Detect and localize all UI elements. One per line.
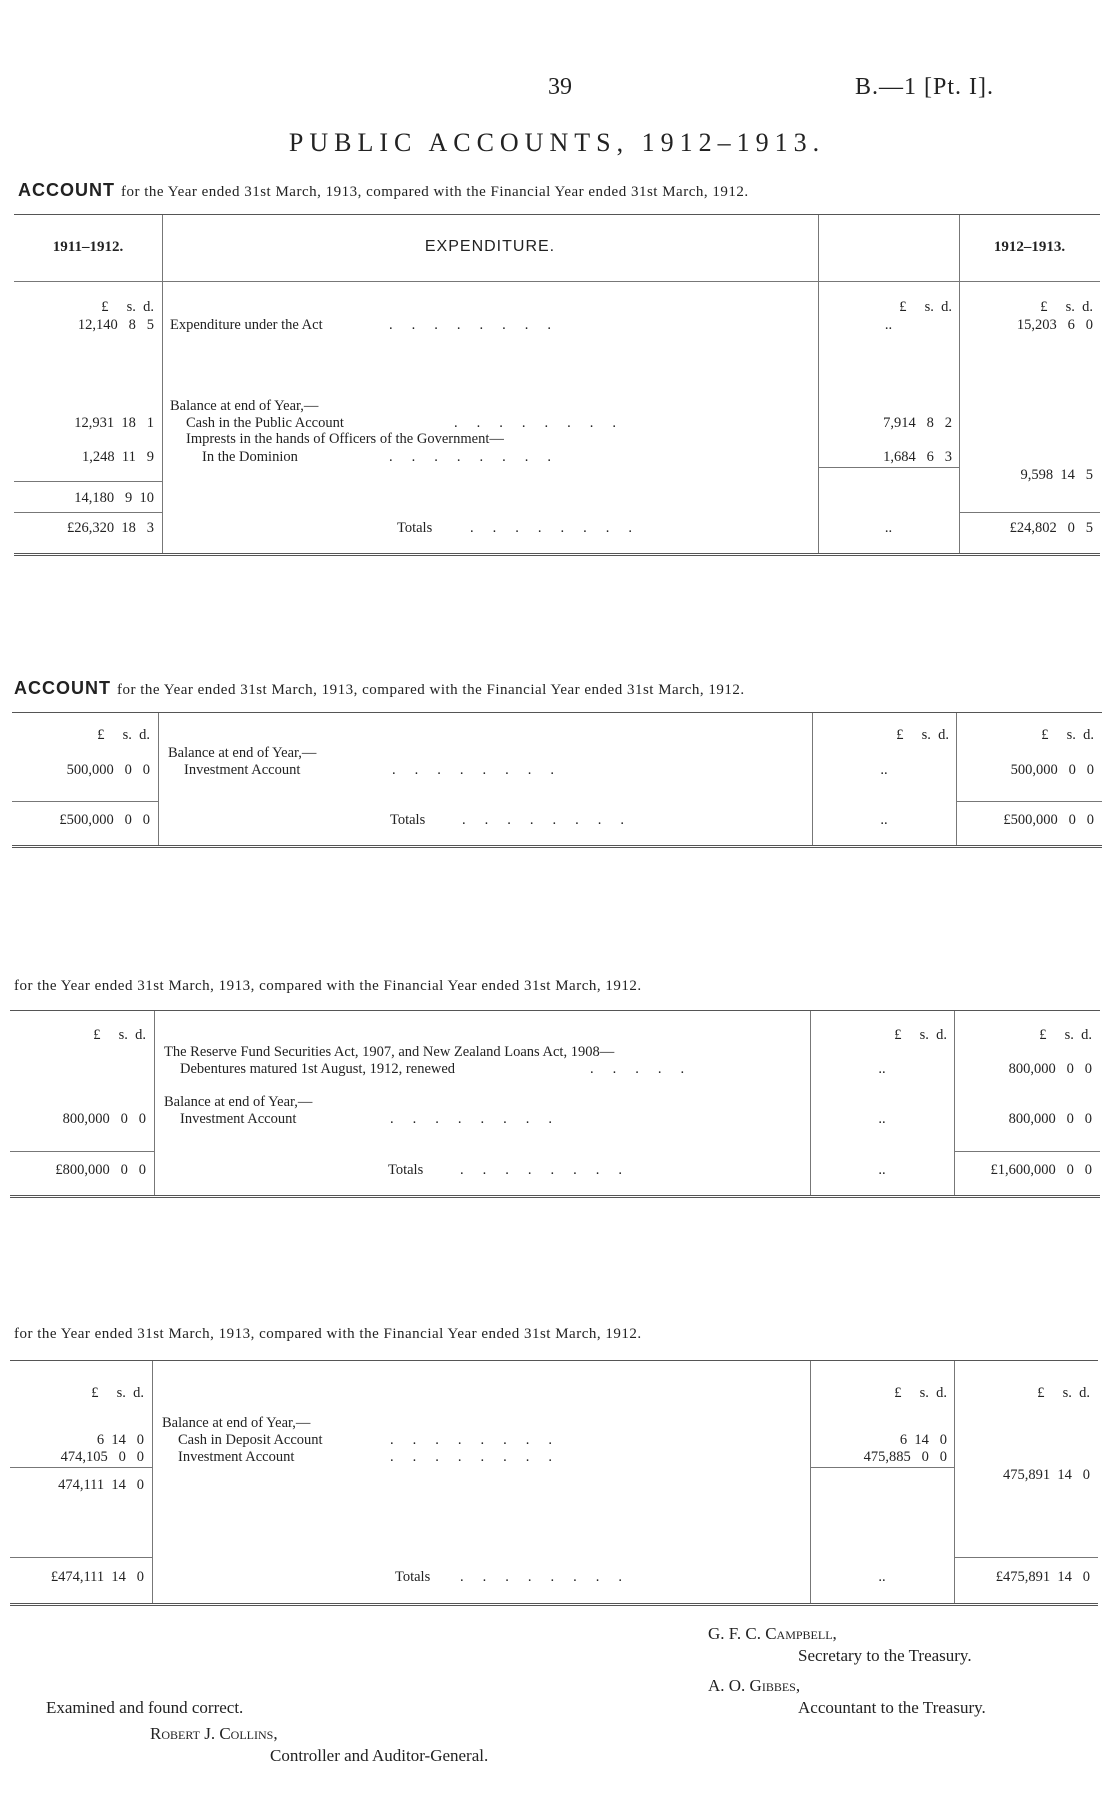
investment-mid: .. — [880, 762, 888, 778]
totals-label: Totals — [395, 1569, 431, 1585]
debentures-1912: 800,000 0 0 — [1008, 1061, 1092, 1077]
investment-1912: 500,000 0 0 — [1010, 762, 1094, 778]
expenditure-1911: 12,140 8 5 — [77, 317, 154, 333]
document-reference: B.—1 [Pt. I]. — [855, 74, 994, 100]
investment-1911: 474,105 0 0 — [60, 1449, 144, 1465]
col-head-1911: 1911–1912. — [52, 239, 124, 255]
cash-1911: 12,931 18 1 — [74, 415, 154, 431]
total-mid: .. — [880, 812, 888, 828]
currency-right: £ s. d. — [1039, 1027, 1092, 1043]
examined-statement: Examined and found correct. — [46, 1698, 244, 1717]
gibbes-title: Accountant to the Treasury. — [798, 1698, 986, 1717]
investment-label: Investment Account — [184, 762, 301, 778]
balance-label: Balance at end of Year,— — [170, 398, 319, 414]
balance-1912: 475,891 14 0 — [1003, 1467, 1090, 1483]
leader-dots: ........ — [389, 449, 570, 465]
imprests-label: Imprests in the hands of Officers of the Government— — [186, 431, 504, 447]
section-1-heading: ACCOUNT for the Year ended 31st March, 1913, compared with the Financial Year ended 31st March, 1912. — [18, 180, 749, 200]
page-number: 39 — [548, 74, 572, 100]
debentures-mid: .. — [878, 1061, 886, 1077]
total-1912: £1,600,000 0 0 — [990, 1162, 1092, 1178]
investment-1911: 800,000 0 0 — [62, 1111, 146, 1127]
leader-dots: ........ — [460, 1162, 641, 1178]
investment-mid: .. — [878, 1111, 886, 1127]
campbell-title: Secretary to the Treasury. — [798, 1646, 972, 1665]
subtotal-1911: 14,180 9 10 — [74, 490, 154, 506]
currency-mid: £ s. d. — [899, 299, 952, 315]
gibbes-name: A. O. Gibbes, — [708, 1676, 801, 1695]
dominion-label: In the Dominion — [202, 449, 298, 465]
col-head-expenditure: EXPENDITURE. — [424, 238, 556, 255]
currency-left: £ s. d. — [93, 1027, 146, 1043]
currency-right: £ s. d. — [1041, 727, 1094, 743]
balance-label: Balance at end of Year,— — [164, 1094, 313, 1110]
currency-mid: £ s. d. — [894, 1027, 947, 1043]
campbell-name: G. F. C. Campbell, — [708, 1624, 837, 1643]
totals-label: Totals — [388, 1162, 424, 1178]
page-title: PUBLIC ACCOUNTS, 1912–1913. — [288, 128, 826, 157]
expenditure-mid: .. — [884, 317, 893, 333]
leader-dots: ........ — [390, 1111, 571, 1127]
currency-left: £ s. d. — [91, 1385, 144, 1401]
cash-mid: 6 14 0 — [899, 1432, 947, 1448]
total-mid: .. — [884, 520, 893, 536]
cash-label: Cash in the Public Account — [186, 415, 344, 431]
total-1911: £474,111 14 0 — [50, 1569, 144, 1585]
currency-right: £ s. d. — [1037, 1385, 1090, 1401]
leader-dots: ........ — [470, 520, 651, 536]
debentures-label: Debentures matured 1st August, 1912, renewed — [180, 1061, 456, 1077]
currency-right: £ s. d. — [1040, 299, 1093, 315]
collins-title: Controller and Auditor-General. — [270, 1746, 489, 1765]
balance-1912: 9,598 14 5 — [1020, 467, 1093, 483]
dominion-1911: 1,248 11 9 — [82, 449, 154, 465]
total-1911: £800,000 0 0 — [55, 1162, 146, 1178]
total-1911: £500,000 0 0 — [59, 812, 150, 828]
balance-label: Balance at end of Year,— — [168, 745, 317, 761]
currency-mid: £ s. d. — [896, 727, 949, 743]
total-1912: £500,000 0 0 — [1003, 812, 1094, 828]
leader-dots: ........ — [390, 1432, 571, 1448]
leader-dots: ........ — [460, 1569, 641, 1585]
act-label: The Reserve Fund Securities Act, 1907, and New Zealand Loans Act, 1908— — [164, 1044, 615, 1060]
totals-label: Totals — [397, 520, 433, 536]
investment-label: Investment Account — [178, 1449, 295, 1465]
dominion-mid: 1,684 6 3 — [883, 449, 952, 465]
leader-dots: ........ — [462, 812, 643, 828]
section-3-heading: for the Year ended 31st March, 1913, compared with the Financial Year ended 31st March, 1912. — [14, 978, 642, 994]
expenditure-1912: 15,203 6 0 — [1016, 317, 1093, 333]
currency-left: £ s. d. — [97, 727, 150, 743]
cash-mid: 7,914 8 2 — [883, 415, 952, 431]
leader-dots: ........ — [392, 762, 573, 778]
total-mid: .. — [878, 1162, 886, 1178]
collins-name: Robert J. Collins, — [150, 1724, 278, 1743]
investment-mid: 475,885 0 0 — [863, 1449, 947, 1465]
section-4-table — [10, 1360, 1098, 1606]
investment-1912: 800,000 0 0 — [1008, 1111, 1092, 1127]
total-1912: £24,802 0 5 — [1009, 520, 1093, 536]
investment-1911: 500,000 0 0 — [66, 762, 150, 778]
leader-dots: ........ — [389, 317, 570, 333]
col-head-1912: 1912–1913. — [993, 239, 1066, 255]
balance-label: Balance at end of Year,— — [162, 1415, 311, 1431]
total-mid: .. — [878, 1569, 886, 1585]
leader-dots: ..... — [590, 1061, 704, 1077]
total-1912: £475,891 14 0 — [995, 1569, 1090, 1585]
section-1-table — [14, 214, 1100, 556]
investment-label: Investment Account — [180, 1111, 297, 1127]
currency-mid: £ s. d. — [894, 1385, 947, 1401]
section-4-heading: for the Year ended 31st March, 1913, compared with the Financial Year ended 31st March, 1912. — [14, 1326, 642, 1342]
currency-left: £ s. d. — [101, 299, 154, 315]
totals-label: Totals — [390, 812, 426, 828]
leader-dots: ........ — [454, 415, 635, 431]
cash-1911: 6 14 0 — [96, 1432, 144, 1448]
expenditure-label: Expenditure under the Act — [170, 317, 323, 333]
cash-label: Cash in Deposit Account — [178, 1432, 323, 1448]
leader-dots: ........ — [390, 1449, 571, 1465]
section-2-table — [12, 712, 1102, 848]
section-3-table — [10, 1010, 1100, 1198]
section-2-heading: ACCOUNT for the Year ended 31st March, 1913, compared with the Financial Year ended 31st March, 1912. — [14, 678, 745, 698]
subtotal-1911: 474,111 14 0 — [58, 1477, 144, 1493]
total-1911: £26,320 18 3 — [67, 520, 154, 536]
